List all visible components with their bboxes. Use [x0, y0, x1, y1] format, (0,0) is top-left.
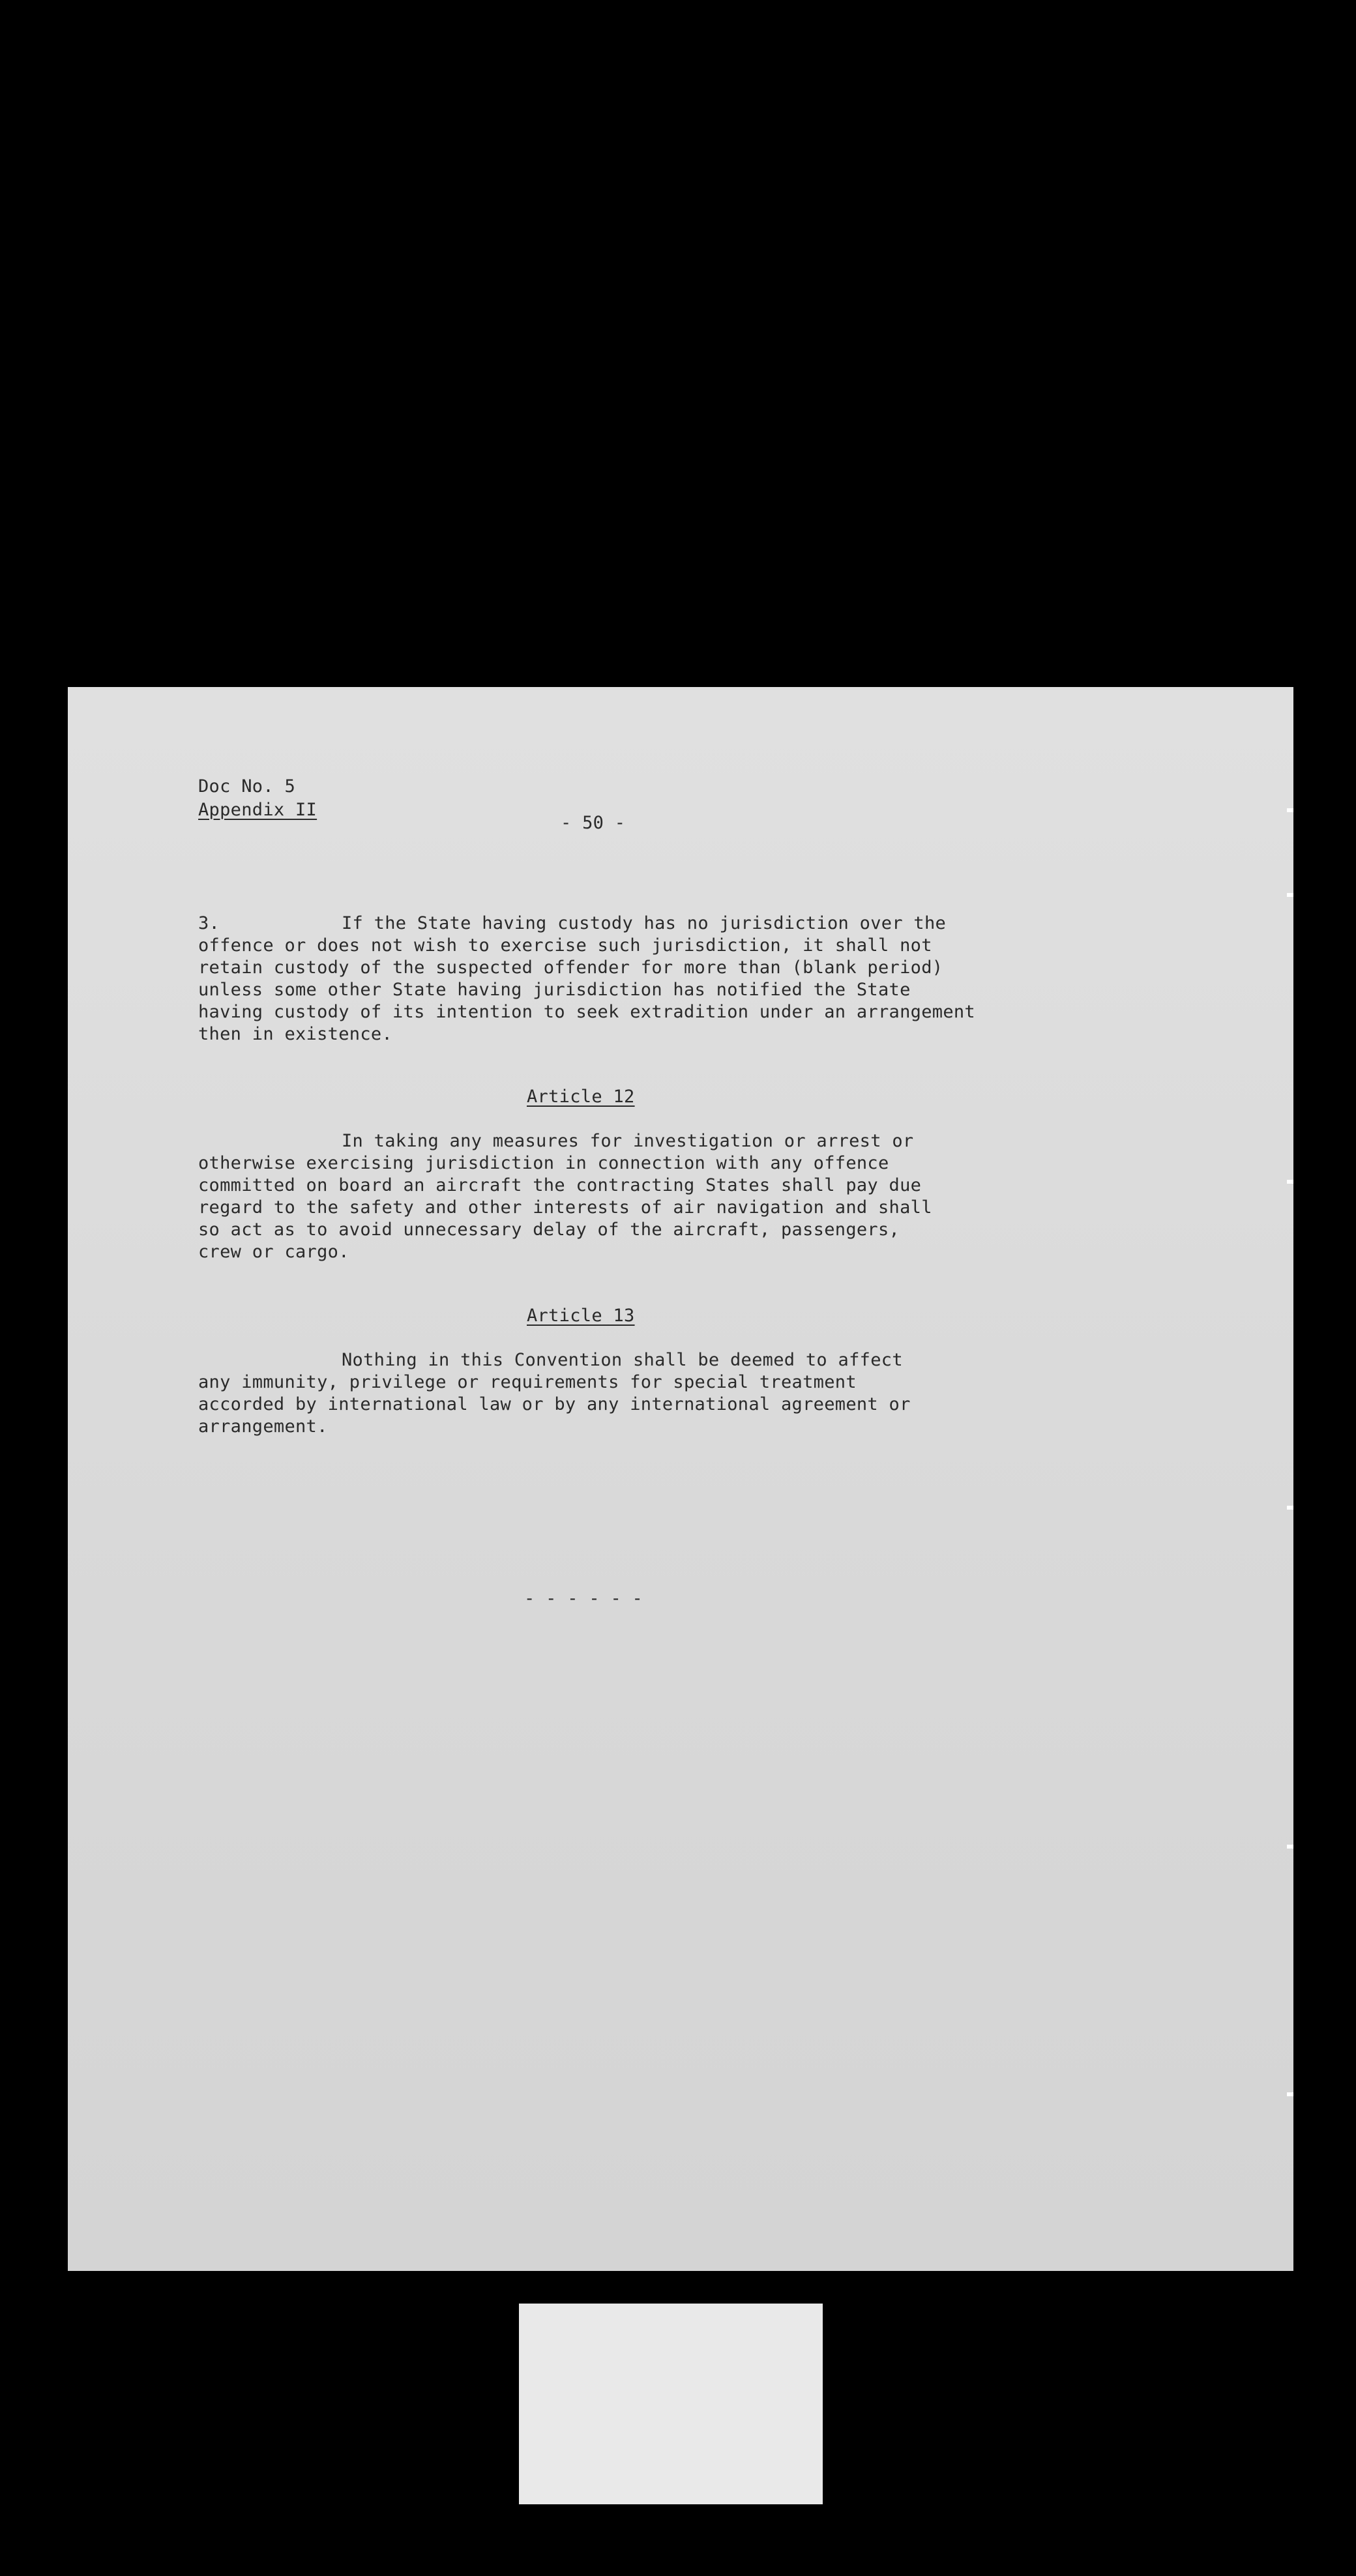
- paragraph-line: If the State having custody has no jurisdiction over the: [342, 913, 947, 933]
- paragraph-line: otherwise exercising jurisdiction in connection with any offence: [198, 1153, 889, 1173]
- edge-mark: [1287, 1180, 1293, 1184]
- blank-card: [519, 2304, 823, 2504]
- paragraph-line: so act as to avoid unnecessary delay of the aircraft, passengers,: [198, 1220, 900, 1240]
- edge-mark: [1287, 2092, 1293, 2096]
- paragraph-line: having custody of its intention to seek extradition under an arrangement: [198, 1002, 975, 1022]
- edge-mark: [1287, 1845, 1293, 1849]
- paragraph-line: unless some other State having jurisdiction has notified the State: [198, 980, 911, 1000]
- paragraph-line: then in existence.: [198, 1024, 392, 1044]
- paragraph-line: retain custody of the suspected offender for more than (blank period): [198, 958, 943, 978]
- document-page: [68, 687, 1293, 2271]
- paragraph-line: Nothing in this Convention shall be deemed to affect: [342, 1350, 903, 1370]
- paragraph-line: arrangement.: [198, 1416, 328, 1437]
- article-12-heading: Article 12: [527, 1087, 635, 1107]
- edge-mark: [1287, 1506, 1293, 1510]
- paragraph-line: regard to the safety and other interests of air navigation and shall: [198, 1197, 932, 1218]
- edge-mark: [1287, 893, 1293, 897]
- end-separator: - - - - - -: [524, 1588, 643, 1609]
- paragraph-number: 3.: [198, 913, 220, 933]
- paragraph-line: In taking any measures for investigation or arrest or: [342, 1131, 914, 1151]
- doc-reference: Doc No. 5: [198, 776, 295, 797]
- page-number: - 50 -: [561, 813, 626, 833]
- paragraph-line: crew or cargo.: [198, 1242, 349, 1262]
- paragraph-line: any immunity, privilege or requirements for special treatment: [198, 1372, 857, 1392]
- article-13-heading: Article 13: [527, 1306, 635, 1326]
- appendix-label: Appendix II: [198, 800, 317, 820]
- edge-mark: [1287, 808, 1293, 812]
- paragraph-line: committed on board an aircraft the contracting States shall pay due: [198, 1175, 922, 1195]
- paragraph-line: accorded by international law or by any international agreement or: [198, 1394, 911, 1414]
- paragraph-line: offence or does not wish to exercise such jurisdiction, it shall not: [198, 935, 932, 956]
